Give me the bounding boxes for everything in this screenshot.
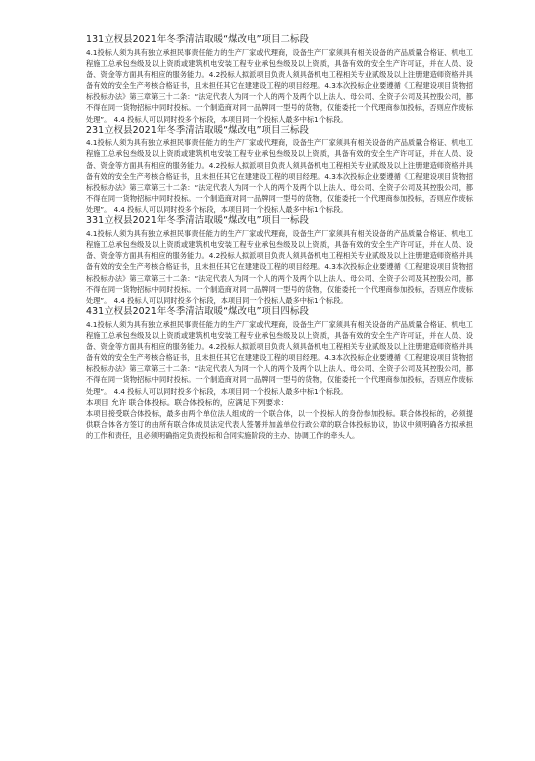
lot-requirements: 4.1投标人须为具有独立承担民事责任能力的生产厂家或代理商，设备生产厂家须具有相关设备的产品质量合格证、机电工程施工总承包叁级及以上资质或建筑机电安装工程专业承包叁级及以上资质，具备有效的安全生产许可证，并在人员、设备、资金等方面具有相应的服务能力。4.2投标人拟派项目负责人须具备机电工程相关专业贰级及以上注册建造师资格并具备有效的安全生产考核合格证书，且未担任其它在建建设工程的项目经理。4.3本次投标企业要遵循《工程建设项目货物招标投标办法》第三章第三十二条：“法定代表人为同一个人的两个及两个以上法人、母公司、全资子公司及其控股公司，都不得在同一货物招标中同时投标。一个制造商对同一品牌同一型号的货物，仅能委托一个代理商参加投标，否则应作废标处理”。 4.4 投标人可以同时投多个标段，本项目同一个投标人最多中标1个标段。 [86,228,473,305]
lot-section-4 [86,306,473,397]
lot-heading: 331立杈县2021年冬季清洁取暖“煤改电”项目一标段 [86,215,309,227]
lot-heading: 231立杈县2021年冬季清洁取暖“煤改电”项目三标段 [86,124,309,136]
lot-requirements: 4.1投标人须为具有独立承担民事责任能力的生产厂家或代理商，设备生产厂家须具有相关设备的产品质量合格证、机电工程施工总承包叁级及以上资质或建筑机电安装工程专业承包叁级及以上资质，具备有效的安全生产许可证，并在人员、设备、资金等方面具有相应的服务能力。4.2投标人拟派项目负责人须具备机电工程相关专业贰级及以上注册建造师资格并具备有效的安全生产考核合格证书，且未担任其它在建建设工程的项目经理。4.3本次投标企业要遵循《工程建设项目货物招标投标办法》第三章第三十二条：“法定代表人为同一个人的两个及两个以上法人、母公司、全资子公司及其控股公司，都不得在同一货物招标中同时投标。一个制造商对同一品牌同一型号的货物，仅能委托一个代理商参加投标，否则应作废标处理”。 4.4 投标人可以同时投多个标段，本项目同一个投标人最多中标1个标段。 [86,319,473,396]
lot-heading: 131立杈县2021年冬季清洁取暖“煤改电”项目二标段 [86,34,309,45]
lot-heading: 431立杈县2021年冬季清洁取暖“煤改电”项目四标段 [86,306,309,318]
consortium-intro: 本项目 允许 联合体投标。联合体投标的，应满足下列要求： [86,397,289,407]
consortium-section [86,397,473,442]
lot-section-1 [86,215,473,306]
lot-section-2 [86,34,473,125]
lot-requirements: 4.1投标人须为具有独立承担民事责任能力的生产厂家或代理商，设备生产厂家须具有相关设备的产品质量合格证、机电工程施工总承包叁级及以上资质或建筑机电安装工程专业承包叁级及以上资质，具备有效的安全生产许可证，并在人员、设备、资金等方面具有相应的服务能力。4.2投标人拟派项目负责人须具备机电工程相关专业贰级及以上注册建造师资格并具备有效的安全生产考核合格证书，且未担任其它在建建设工程的项目经理。4.3本次投标企业要遵循《工程建设项目货物招标投标办法》第三章第三十二条：“法定代表人为同一个人的两个及两个以上法人、母公司、全资子公司及其控股公司，都不得在同一货物招标中同时投标。一个制造商对同一品牌同一型号的货物，仅能委托一个代理商参加投标，否则应作废标处理”。 4.4 投标人可以同时投多个标段，本项目同一个投标人最多中标1个标段。 [86,47,473,124]
lot-section-3 [86,125,473,216]
lot-requirements: 4.1投标人须为具有独立承担民事责任能力的生产厂家或代理商，设备生产厂家须具有相关设备的产品质量合格证、机电工程施工总承包叁级及以上资质或建筑机电安装工程专业承包叁级及以上资质，具备有效的安全生产许可证，并在人员、设备、资金等方面具有相应的服务能力。4.2投标人拟派项目负责人须具备机电工程相关专业贰级及以上注册建造师资格并具备有效的安全生产考核合格证书，且未担任其它在建建设工程的项目经理。4.3本次投标企业要遵循《工程建设项目货物招标投标办法》第三章第三十二条：“法定代表人为同一个人的两个及两个以上法人、母公司、全资子公司及其控股公司，都不得在同一货物招标中同时投标。一个制造商对同一品牌同一型号的货物，仅能委托一个代理商参加投标，否则应作废标处理”。 4.4 投标人可以同时投多个标段，本项目同一个投标人最多中标1个标段。 [86,138,473,215]
consortium-requirements: 本项目接受联合体投标，最多由两个单位法人组成的一个联合体，以一个投标人的身份参加投标。联合体投标的，必须提供联合体各方签订的由所有联合体成员法定代表人签署并加盖单位行政公章的联合体投标协议，协议中须明确各方拟承担的工作和责任，且必须明确指定负责投标和合同实施阶段的主办、协调工作的牵头人。 [86,408,473,441]
